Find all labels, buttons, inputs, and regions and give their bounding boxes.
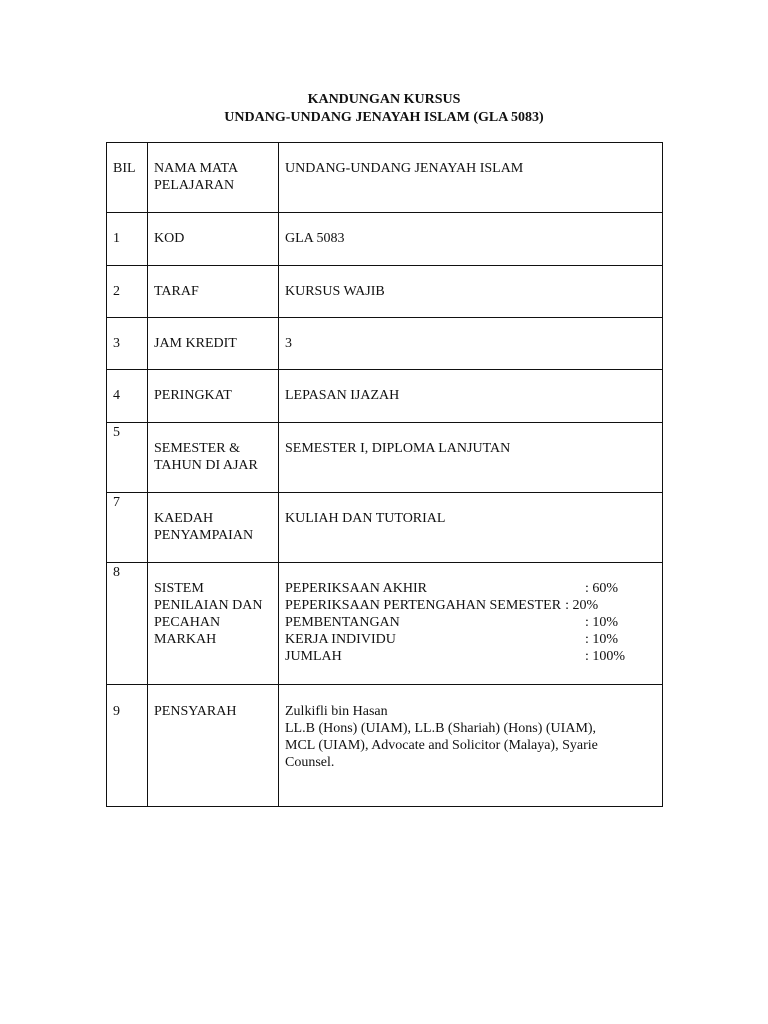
label-line: TAHUN DI AJAR [154, 458, 258, 473]
lecturer-qualification: LL.B (Hons) (UIAM), LL.B (Shariah) (Hons) (UIAM), [285, 721, 597, 736]
row-number: 1 [113, 231, 120, 246]
row-label: JAM KREDIT [154, 336, 237, 351]
table-row [107, 213, 663, 266]
row-value: GLA 5083 [285, 231, 345, 246]
table-row [107, 493, 663, 563]
doc-subtitle: UNDANG-UNDANG JENAYAH ISLAM (GLA 5083) [224, 110, 544, 125]
table-row [107, 370, 663, 423]
assessment-item: KERJA INDIVIDU [285, 632, 396, 647]
label-line: NAMA MATA [154, 161, 239, 176]
label-line: PENYAMPAIAN [154, 528, 254, 543]
label-line: MARKAH [154, 632, 217, 647]
course-name-value: UNDANG-UNDANG JENAYAH ISLAM [285, 161, 524, 176]
assessment-percent: : 20% [565, 598, 599, 613]
label-line: PENILAIAN DAN [154, 598, 263, 613]
list-item [285, 631, 656, 648]
table-row [107, 318, 663, 370]
row-label: PERINGKAT [154, 388, 232, 403]
row-value: SEMESTER I, DIPLOMA LANJUTAN [285, 441, 511, 456]
label-cell [148, 143, 278, 194]
assessment-percent: : 60% [585, 581, 619, 596]
list-item [285, 580, 656, 597]
row-number: 7 [113, 495, 120, 510]
row-value: KURSUS WAJIB [285, 284, 385, 299]
list-item [285, 597, 656, 614]
label-line: KAEDAH [154, 511, 214, 526]
assessment-percent: : 10% [585, 632, 619, 647]
row-label: KOD [154, 231, 185, 246]
row-value: KULIAH DAN TUTORIAL [285, 511, 446, 526]
table-row [107, 563, 663, 685]
assessment-percent: : 10% [585, 615, 619, 630]
assessment-percent: : 100% [585, 649, 626, 664]
label-cell [148, 423, 278, 474]
lecturer-name: Zulkifli bin Hasan [285, 704, 388, 719]
table-row [107, 423, 663, 493]
row-number: 9 [113, 704, 120, 719]
label-line: PECAHAN [154, 615, 221, 630]
label-cell [148, 493, 278, 544]
row-number: 3 [113, 336, 120, 351]
row-number: 8 [113, 565, 120, 580]
assessment-item: PEPERIKSAAN PERTENGAHAN SEMESTER [285, 598, 562, 613]
row-value: 3 [285, 336, 292, 351]
row-label: TARAF [154, 284, 199, 299]
table-row [107, 685, 663, 807]
assessment-item: JUMLAH [285, 649, 342, 664]
list-item [285, 614, 656, 631]
lecturer-qualification: Counsel. [285, 755, 335, 770]
label-line: PELAJARAN [154, 178, 235, 193]
course-table [106, 142, 663, 807]
label-line: SISTEM [154, 581, 204, 596]
row-number: 2 [113, 284, 120, 299]
row-value: LEPASAN IJAZAH [285, 388, 400, 403]
assessment-item: PEMBENTANGAN [285, 615, 400, 630]
lecturer-info [279, 685, 662, 771]
lecturer-qualification: MCL (UIAM), Advocate and Solicitor (Malaya), Syarie [285, 738, 598, 753]
label-line: SEMESTER & [154, 441, 240, 456]
list-item [285, 648, 656, 665]
row-number: 5 [113, 425, 120, 440]
label-cell [148, 563, 278, 648]
table-row [107, 266, 663, 318]
assessment-item: PEPERIKSAAN AKHIR [285, 581, 427, 596]
row-label: PENSYARAH [154, 704, 237, 719]
bil-header: BIL [113, 161, 136, 176]
doc-title: KANDUNGAN KURSUS [307, 92, 461, 107]
row-number: 4 [113, 388, 120, 403]
assessment-list [279, 563, 662, 665]
table-row-header [107, 143, 663, 213]
